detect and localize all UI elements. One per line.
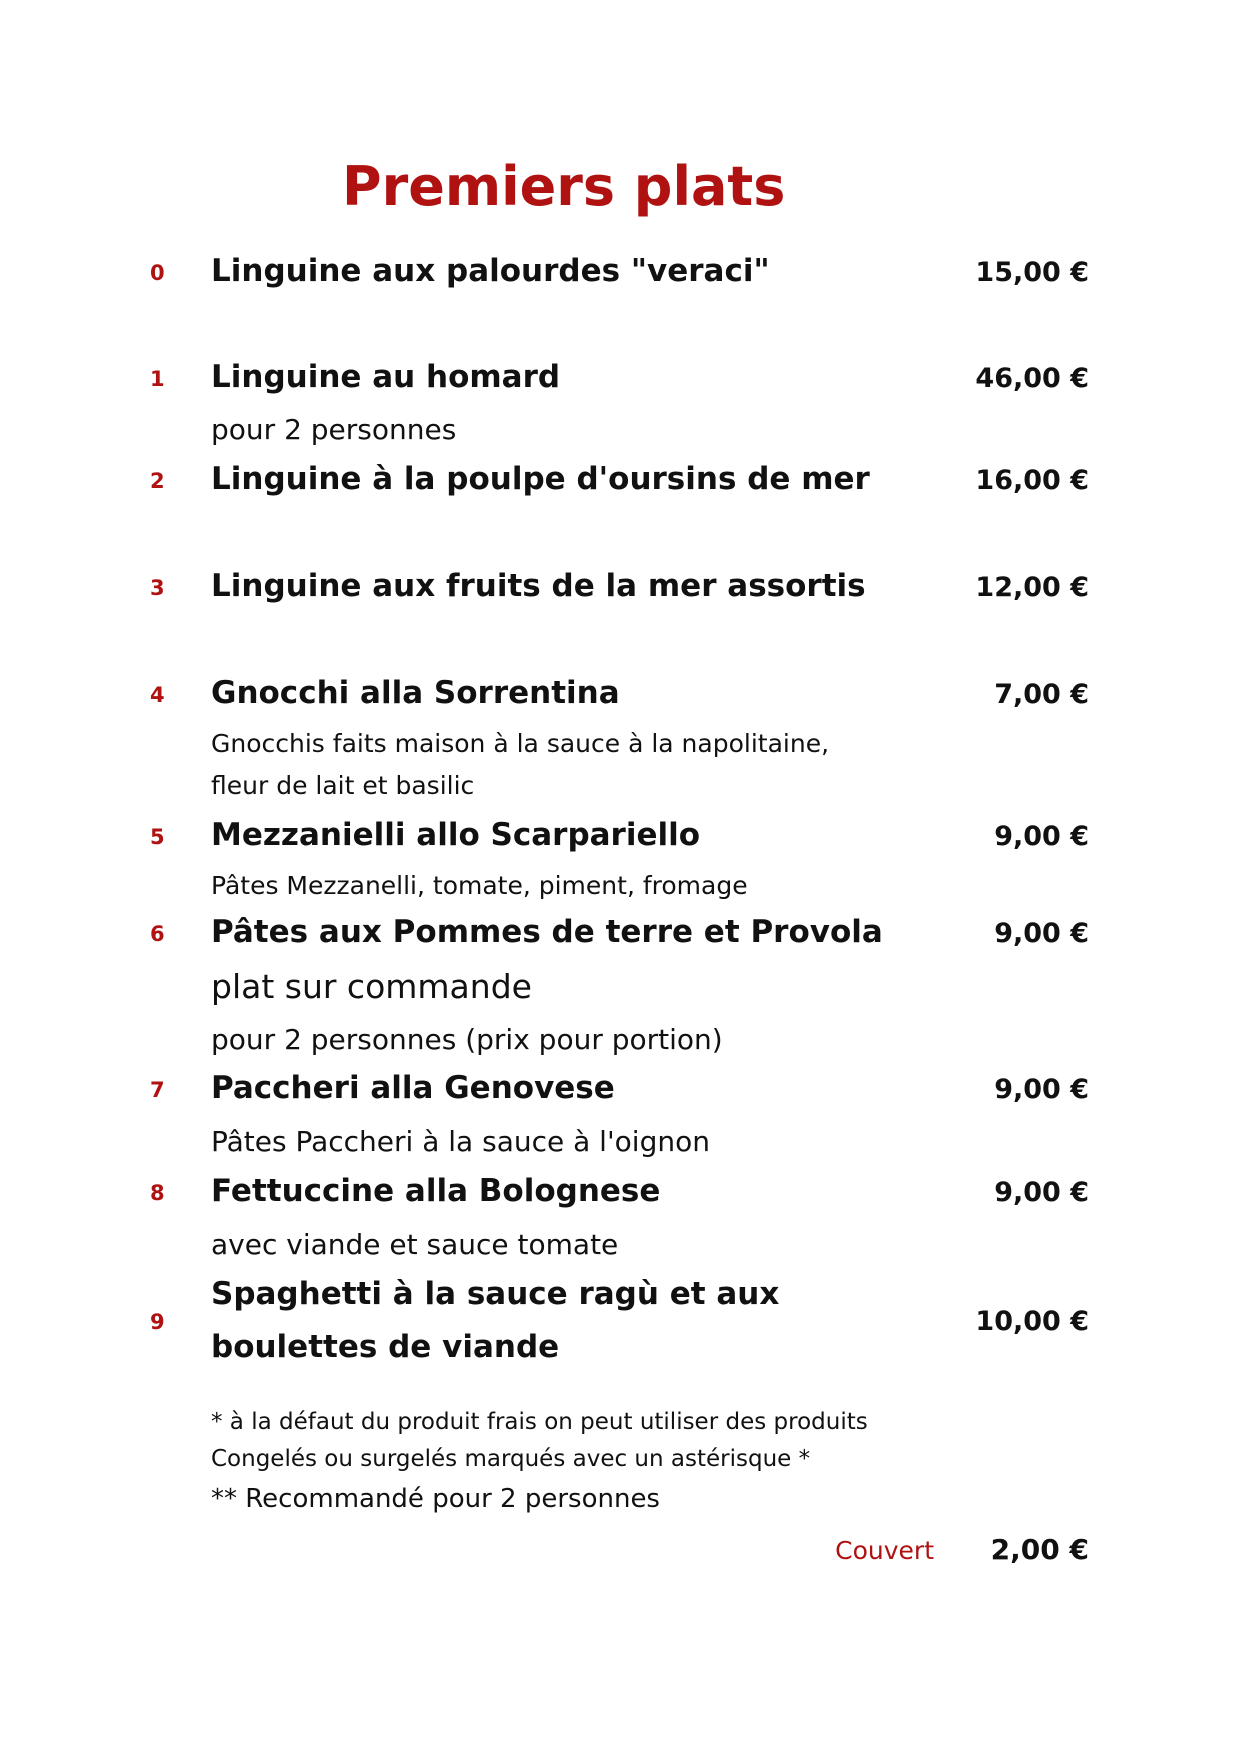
item-number: 6 xyxy=(150,922,165,946)
page-title: Premiers plats xyxy=(342,155,786,218)
item-number: 3 xyxy=(150,576,165,600)
item-name: Mezzanielli allo Scarpariello xyxy=(211,817,701,853)
item-price: 46,00 € xyxy=(975,363,1089,394)
item-name: Gnocchi alla Sorrentina xyxy=(211,675,620,711)
item-number: 0 xyxy=(150,261,165,285)
item-detail: pour 2 personnes xyxy=(211,413,457,446)
item-price: 9,00 € xyxy=(994,918,1089,949)
item-number: 1 xyxy=(150,367,165,391)
footnote: Congelés ou surgelés marqués avec un astérisque * xyxy=(211,1446,811,1472)
item-detail: avec viande et sauce tomate xyxy=(211,1228,619,1261)
item-number: 2 xyxy=(150,469,165,493)
item-detail: fleur de lait et basilic xyxy=(211,771,475,800)
item-price: 9,00 € xyxy=(994,821,1089,852)
item-name: Fettuccine alla Bolognese xyxy=(211,1173,661,1209)
item-detail: pour 2 personnes (prix pour portion) xyxy=(211,1023,723,1056)
item-price: 7,00 € xyxy=(994,679,1089,710)
item-detail: Pâtes Paccheri à la sauce à l'oignon xyxy=(211,1125,710,1158)
item-name: Paccheri alla Genovese xyxy=(211,1070,615,1106)
item-name: Linguine aux palourdes "veraci" xyxy=(211,253,770,289)
footnote: ** Recommandé pour 2 personnes xyxy=(211,1484,660,1514)
item-name: Linguine au homard xyxy=(211,359,561,395)
item-number: 5 xyxy=(150,825,165,849)
item-price: 16,00 € xyxy=(975,465,1089,496)
item-name: Linguine à la poulpe d'oursins de mer xyxy=(211,461,870,497)
item-detail: Gnocchis faits maison à la sauce à la napolitaine, xyxy=(211,729,830,758)
couvert-label: Couvert xyxy=(835,1536,934,1565)
item-number: 8 xyxy=(150,1181,165,1205)
item-price: 12,00 € xyxy=(975,572,1089,603)
item-number: 4 xyxy=(150,683,165,707)
item-price: 15,00 € xyxy=(975,257,1089,288)
item-name: Spaghetti à la sauce ragù et aux boulettes de viande xyxy=(211,1276,780,1365)
footnote: * à la défaut du produit frais on peut utiliser des produits xyxy=(211,1409,868,1435)
item-price: 9,00 € xyxy=(994,1074,1089,1105)
item-number: 7 xyxy=(150,1078,165,1102)
item-detail: plat sur commande xyxy=(211,967,532,1006)
item-detail: Pâtes Mezzanelli, tomate, piment, fromage xyxy=(211,871,748,900)
couvert-price: 2,00 € xyxy=(990,1533,1089,1566)
item-name: Pâtes aux Pommes de terre et Provola xyxy=(211,914,883,950)
item-name: Linguine aux fruits de la mer assortis xyxy=(211,568,866,604)
item-price: 9,00 € xyxy=(994,1177,1089,1208)
item-price: 10,00 € xyxy=(975,1306,1089,1337)
item-number: 9 xyxy=(150,1310,165,1334)
